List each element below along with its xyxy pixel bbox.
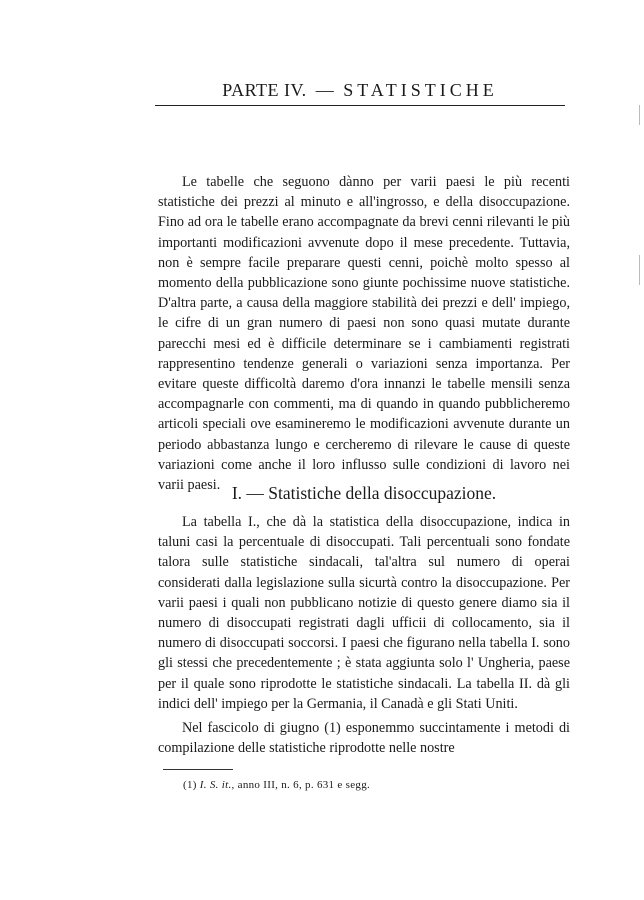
header-part-label: PARTE IV. [222,80,307,100]
footnote [183,779,370,791]
section-paragraph: La tabella I., che dà la statistica della disoccupazione, indica in taluni casi la percentuale di disoccupati. Tali percentuali sono fondate talora sulle statistiche sindacali, tal'altra sul numero di operai considerati dalla legislazione sulla sicurtà contro la disoccupazione. Per varii paesi i quali non pubblicano notizie di questo genere diamo sia il numero di disoccupati registrati dagli ufficii di collocamento, sia il numero di disoccupati soccorsi. I paesi che figurano nella tabella I. sono gli stessi che precedentemente ; è stata aggiunta solo l' Ungheria, paese per il quale sono riprodotte le statistiche sindacali. La tabella II. dà gli indici dell' impiego per la Germania, il Canadà e gli Stati Uniti. [158,514,570,712]
footnote-divider [163,769,233,770]
footnote-source: I. S. it., [199,779,235,791]
footnote-detail: anno III, n. 6, p. 631 e segg. [237,779,371,791]
intro-paragraph: Le tabelle che seguono dànno per varii paesi le più recenti statistiche dei prezzi al minuto e all'ingrosso, e della disoccupazione. Fino ad ora le tabelle erano accompagnate da brevi cenni rilevanti le più importanti modificazioni avvenute dopo il mese precedente. Tuttavia, non è sempre facile preparare questi cenni, poichè molto spesso al momento della pubblicazione sono giunte pochissime nuove statistiche. D'altra parte, a causa della maggiore stabilità dei prezzi e dell' impiego, le cifre di un gran numero di paesi non sono quasi mutate durante parecchi mesi ed è difficile determinare se i cambiamenti registrati rappresentino tendenze generali o variazioni senza importanza. Per evitare queste difficoltà daremo d'ora innanzi le tabelle mensili senza accompagnarle con commenti, ma di quando in quando pubblicheremo articoli speciali ove esamineremo le modificazioni avvenute durante un periodo abbastanza lungo e cercheremo di rilevare le cause di queste variazioni come anche il loro influsso sulle condizioni di lavoro nei varii paesi. [158,174,570,494]
scan-edge-mark [639,255,640,285]
header-separator: — [315,80,335,100]
header-title: STATISTICHE [343,80,498,100]
footnote-marker: (1) [183,779,197,791]
section-heading: I. — Statistiche della disoccupazione. [231,483,497,503]
closing-paragraph: Nel fascicolo di giugno (1) esponemmo succintamente i metodi di compilazione delle statistiche riprodotte nelle nostre [158,720,570,757]
page-header [155,80,565,106]
scan-edge-mark [639,105,640,125]
